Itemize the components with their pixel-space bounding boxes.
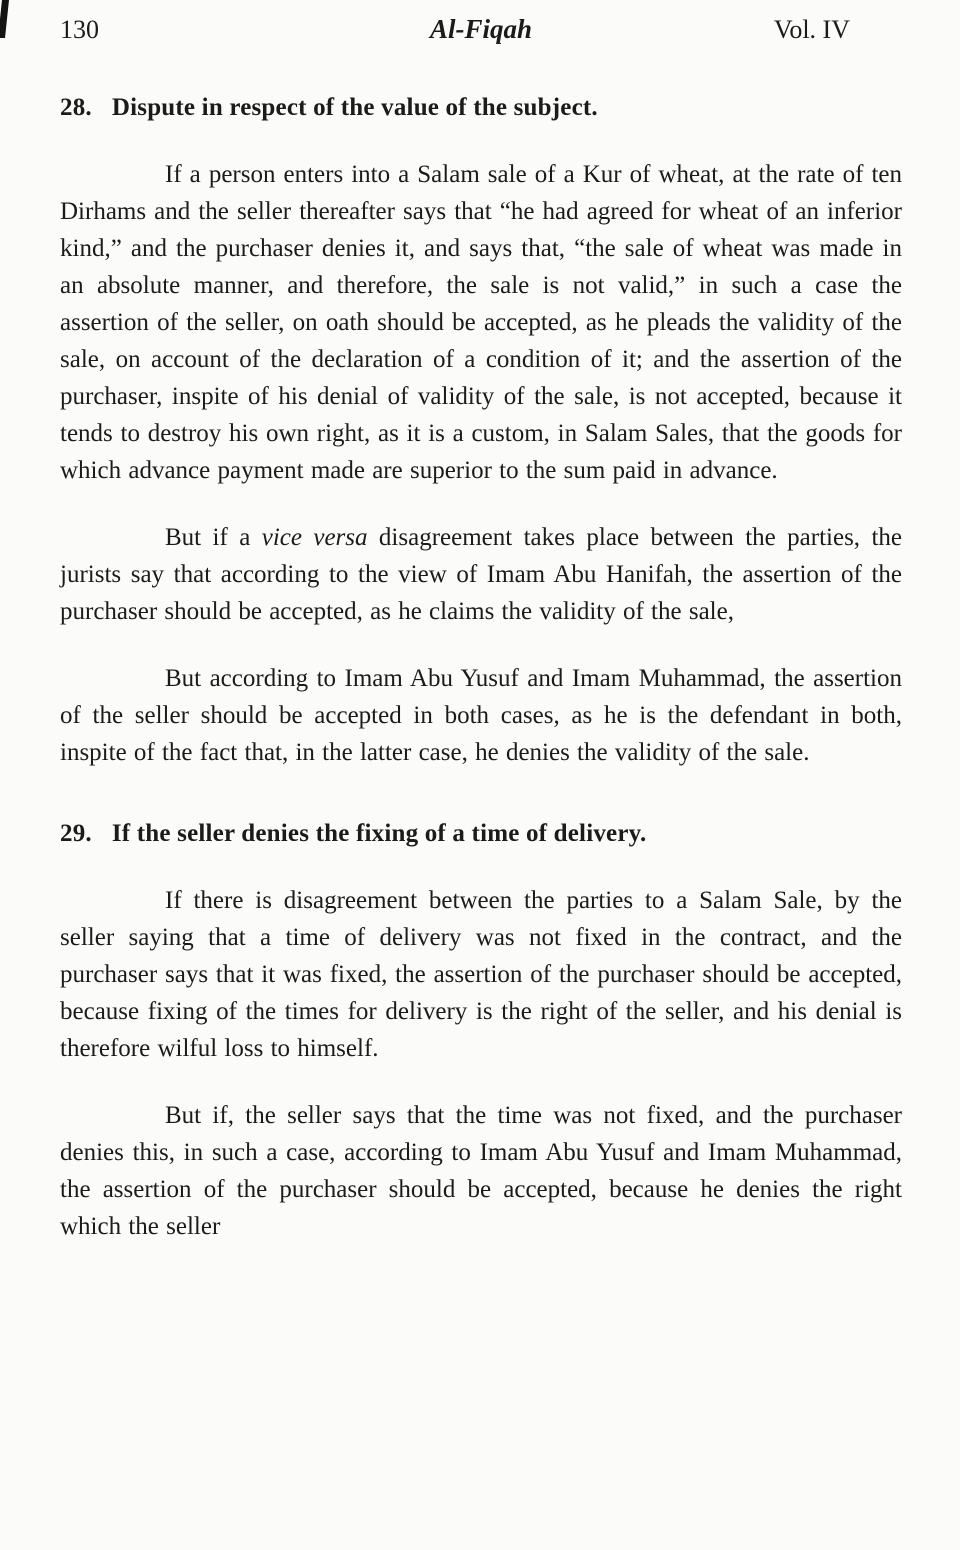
section-29-paragraph-1: If there is disagreement between the parties to a Salam Sale, by the seller saying that a time of delivery was not fixed in the contract, and the purchaser says that it was fixed, the assertion of the purchaser should be accepted, because fixing of the times for delivery is the right of the seller, and his denial is therefore wilful loss to himself. bbox=[60, 887, 902, 1062]
page-number: 130 bbox=[60, 15, 99, 44]
italic-phrase-vice-versa: vice versa bbox=[261, 524, 368, 551]
scan-artifact-mark bbox=[0, 0, 9, 38]
section-28-number: 28. bbox=[60, 94, 92, 121]
section-28-paragraph-2 bbox=[60, 519, 902, 630]
page-body bbox=[60, 89, 902, 1245]
section-28-paragraph-3: But according to Imam Abu Yusuf and Imam Muhammad, the assertion of the seller should be accepted in both cases, as he is the defendant in both, inspite of the fact that, in the latter case, he denies the validity of the sale. bbox=[60, 665, 902, 766]
page-header bbox=[60, 14, 902, 45]
paragraph-text: But if a bbox=[165, 524, 262, 551]
paragraph-text: disagreement takes place between the parties, the jurists say that according to the view of Imam Abu Hanifah, the assertion of the purchaser should be accepted, as he claims the validity of the sale, bbox=[60, 524, 902, 625]
section-28-heading bbox=[60, 89, 902, 126]
section-29-paragraph-2: But if, the seller says that the time was not fixed, and the purchaser denies this, in such a case, according to Imam Abu Yusuf and Imam Muhammad, the assertion of the purchaser should be accepted, because he denies the right which the seller bbox=[60, 1102, 902, 1240]
volume-label: Vol. IV bbox=[773, 15, 850, 44]
section-29-number: 29. bbox=[60, 820, 92, 847]
section-29-heading-text: If the seller denies the fixing of a time of delivery. bbox=[111, 820, 647, 847]
book-title: Al-Fiqah bbox=[429, 14, 533, 44]
section-28-heading-text: Dispute in respect of the value of the subject. bbox=[111, 94, 598, 121]
section-28-paragraph-1: If a person enters into a Salam sale of a Kur of wheat, at the rate of ten Dirhams and the seller thereafter says that “he had agreed for wheat of an inferior kind,” and the purchaser denies it, and says that, “the sale of wheat was made in an absolute manner, and therefore, the sale is not valid,” in such a case the assertion of the seller, on oath should be accepted, as he pleads the validity of the sale, on account of the declaration of a condition of it; and the assertion of the purchaser, inspite of his denial of validity of the sale, is not accepted, because it tends to destroy his own right, as it is a custom, in Salam Sales, that the goods for which advance payment made are superior to the sum paid in advance. bbox=[60, 161, 902, 484]
section-29-heading bbox=[60, 815, 902, 852]
